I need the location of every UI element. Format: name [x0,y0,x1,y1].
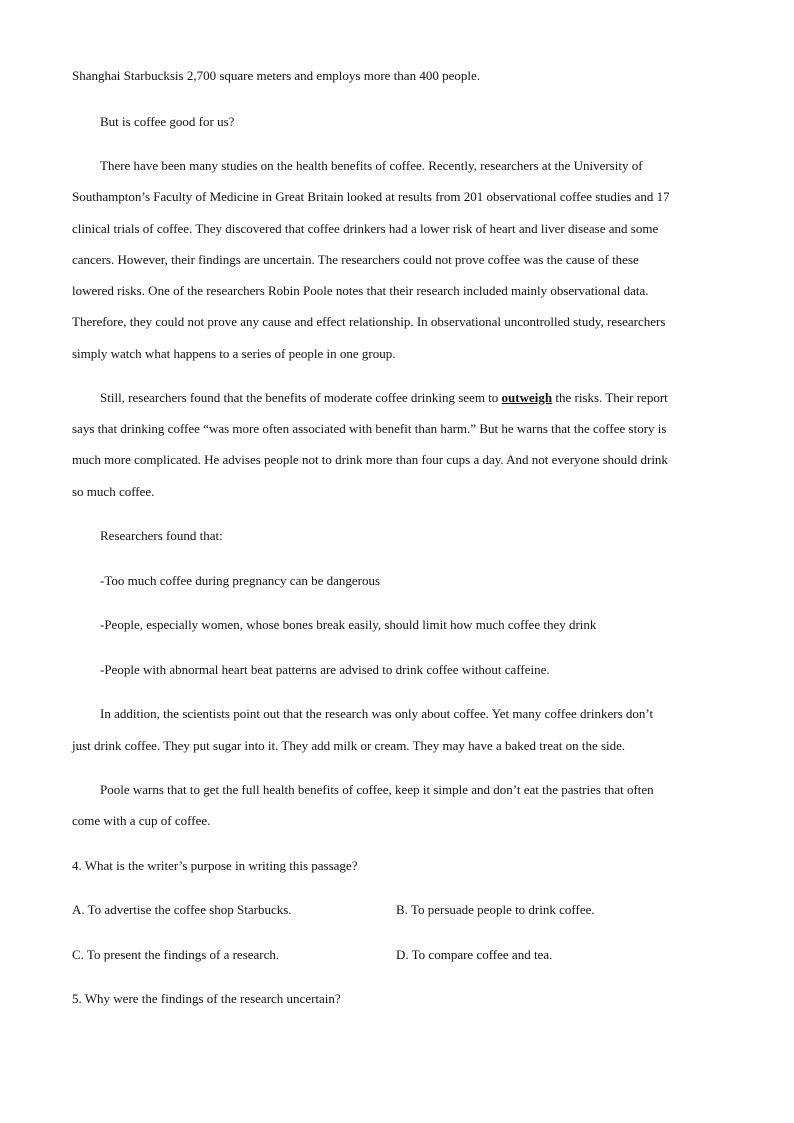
option-a: A. To advertise the coffee shop Starbucks. [72,902,292,917]
text-line: Researchers found that: [100,528,223,543]
text-line: much more complicated. He advises people not to drink more than four cups a day. And not everyone should drink [72,452,668,467]
text-line: cancers. However, their findings are uncertain. The researchers could not prove coffee was the cause of these [72,252,639,267]
text-run: Still, researchers found that the benefits of moderate coffee drinking seem to [100,390,502,405]
text-line: There have been many studies on the health benefits of coffee. Recently, researchers at the University of [100,158,643,173]
text-line: But is coffee good for us? [100,114,235,129]
text-line: says that drinking coffee “was more often associated with benefit than harm.” But he warns that the coffee story is [72,421,667,436]
text-line: Shanghai Starbucksis 2,700 square meters and employs more than 400 people. [72,68,480,83]
text-line: Southampton’s Faculty of Medicine in Great Britain looked at results from 201 observational coffee studies and 17 [72,189,670,204]
option-b: B. To persuade people to drink coffee. [396,902,595,917]
text-line: come with a cup of coffee. [72,813,211,828]
text-line: In addition, the scientists point out that the research was only about coffee. Yet many coffee drinkers don’t [100,706,654,721]
text-line: Poole warns that to get the full health benefits of coffee, keep it simple and don’t eat the pastries that often [100,782,654,797]
option-c: C. To present the findings of a research. [72,947,280,962]
text-line: simply watch what happens to a series of people in one group. [72,346,396,361]
text-line: Therefore, they could not prove any cause and effect relationship. In observational uncontrolled study, researchers [72,314,666,329]
text-line: just drink coffee. They put sugar into it. They add milk or cream. They may have a baked treat on the side. [72,738,626,753]
text-line [100,390,668,406]
option-d: D. To compare coffee and tea. [396,947,553,962]
question-5: 5. Why were the findings of the research uncertain? [72,991,341,1006]
question-4: 4. What is the writer’s purpose in writing this passage? [72,858,358,873]
text-line: clinical trials of coffee. They discovered that coffee drinkers had a lower risk of heart and liver disease and some [72,221,659,236]
text-line: -People, especially women, whose bones break easily, should limit how much coffee they drink [100,617,597,632]
text-line: so much coffee. [72,484,155,499]
keyword-outweigh: outweigh [501,390,553,405]
text-line: -People with abnormal heart beat patterns are advised to drink coffee without caffeine. [100,662,550,677]
text-run: the risks. Their report [552,390,668,405]
text-line: lowered risks. One of the researchers Robin Poole notes that their research included mainly observational data. [72,283,649,298]
text-line: -Too much coffee during pregnancy can be dangerous [100,573,381,588]
